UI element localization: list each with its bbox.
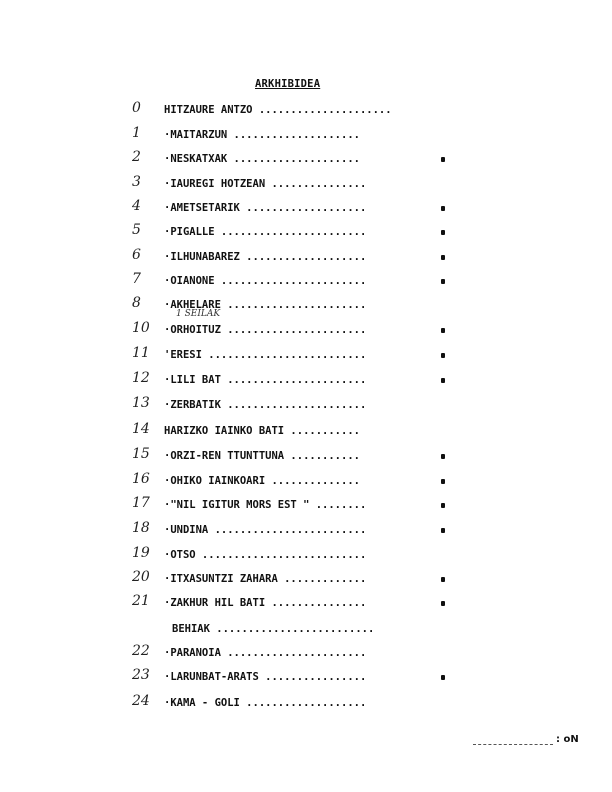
check-mark-icon [441, 454, 445, 459]
entry-title: ·OIANONE ....................... [164, 275, 367, 287]
entry-title: BEHIAK ......................... [172, 623, 375, 635]
entry-title: 'ERESI ......................... [164, 349, 367, 361]
list-item [0, 346, 612, 364]
entry-title: ·AMETSETARIK ................... [164, 202, 367, 214]
entry-number: 10 [132, 320, 150, 336]
footer-divider [473, 744, 553, 745]
list-item [0, 472, 612, 490]
check-mark-icon [441, 378, 445, 383]
entry-number: 6 [132, 247, 141, 263]
list-item [0, 644, 612, 662]
list-item [0, 668, 612, 686]
entry-title: ·LILI BAT ...................... [164, 374, 367, 386]
entry-number: 4 [132, 198, 141, 214]
list-item [0, 321, 612, 339]
entry-number: 1 [132, 125, 141, 141]
entry-title: ·OTSO .......................... [164, 549, 367, 561]
check-mark-icon [441, 353, 445, 358]
entry-title: ·"NIL IGITUR MORS EST " ........ [164, 499, 367, 511]
check-mark-icon [441, 601, 445, 606]
list-item [0, 422, 612, 440]
entry-title: ·LARUNBAT-ARATS ................ [164, 671, 367, 683]
entry-number: 7 [132, 271, 141, 287]
check-mark-icon [441, 206, 445, 211]
entry-title: HARIZKO IAINKO BATI ........... [164, 425, 360, 437]
entry-title: ·PIGALLE ....................... [164, 226, 367, 238]
entry-title: ·NESKATXAK .................... [164, 153, 360, 165]
entry-number: 3 [132, 174, 141, 190]
handwritten-note: 1 SEILAK [176, 309, 221, 319]
check-mark-icon [441, 157, 445, 162]
entry-number: 16 [132, 471, 150, 487]
list-item [0, 396, 612, 414]
entry-number: 8 [132, 295, 141, 311]
entry-title: ·ORZI-REN TTUNTTUNA ........... [164, 450, 360, 462]
list-item [0, 594, 612, 612]
entry-title: ·ZERBATIK ...................... [164, 399, 367, 411]
entry-title: ·ITXASUNTZI ZAHARA ............. [164, 573, 367, 585]
entry-number: 18 [132, 520, 150, 536]
entry-title: HITZAURE ANTZO ..................... [164, 104, 392, 116]
entry-title: ·ZAKHUR HIL BATI ............... [164, 597, 367, 609]
check-mark-icon [441, 279, 445, 284]
check-mark-icon [441, 328, 445, 333]
entry-title: ·AKHELARE ...................... [164, 299, 367, 311]
list-item [0, 447, 612, 465]
list-item [0, 521, 612, 539]
check-mark-icon [441, 675, 445, 680]
list-item [0, 620, 612, 638]
page-title: ARKHIBIDEA [255, 78, 321, 90]
entry-number: 23 [132, 667, 150, 683]
entry-number: 15 [132, 446, 150, 462]
entry-number: 21 [132, 593, 150, 609]
entry-number: 0 [132, 100, 141, 116]
entry-title: ·IAUREGI HOTZEAN ............... [164, 178, 367, 190]
entry-number: 2 [132, 149, 141, 165]
entry-number: 11 [132, 345, 150, 361]
check-mark-icon [441, 230, 445, 235]
entry-title: ·UNDINA ........................ [164, 524, 367, 536]
list-item [0, 223, 612, 241]
entry-title: ·ORHOITUZ ...................... [164, 324, 367, 336]
entry-number: 19 [132, 545, 150, 561]
footer-mark: : oN [556, 734, 579, 745]
entry-number: 17 [132, 495, 150, 511]
list-item [0, 496, 612, 514]
list-item [0, 272, 612, 290]
entry-number: 24 [132, 693, 150, 709]
entry-number: 13 [132, 395, 150, 411]
entry-title: ·OHIKO IAINKOARI .............. [164, 475, 360, 487]
check-mark-icon [441, 479, 445, 484]
entry-title: ·KAMA - GOLI ................... [164, 697, 367, 709]
check-mark-icon [441, 528, 445, 533]
entry-number: 20 [132, 569, 150, 585]
list-item [0, 150, 612, 168]
list-item [0, 126, 612, 144]
list-item [0, 248, 612, 266]
entry-number: 14 [132, 421, 150, 437]
list-item [0, 694, 612, 712]
entry-title: ·PARANOIA ...................... [164, 647, 367, 659]
list-item [0, 175, 612, 193]
list-item [0, 296, 612, 314]
check-mark-icon [441, 255, 445, 260]
entry-number: 12 [132, 370, 150, 386]
entry-number: 22 [132, 643, 150, 659]
entry-title: ·ILHUNABAREZ ................... [164, 251, 367, 263]
list-item [0, 570, 612, 588]
list-item [0, 546, 612, 564]
entry-title: ·MAITARZUN .................... [164, 129, 360, 141]
check-mark-icon [441, 503, 445, 508]
list-item [0, 371, 612, 389]
entry-number: 5 [132, 222, 141, 238]
list-item [0, 101, 612, 119]
list-item [0, 199, 612, 217]
check-mark-icon [441, 577, 445, 582]
